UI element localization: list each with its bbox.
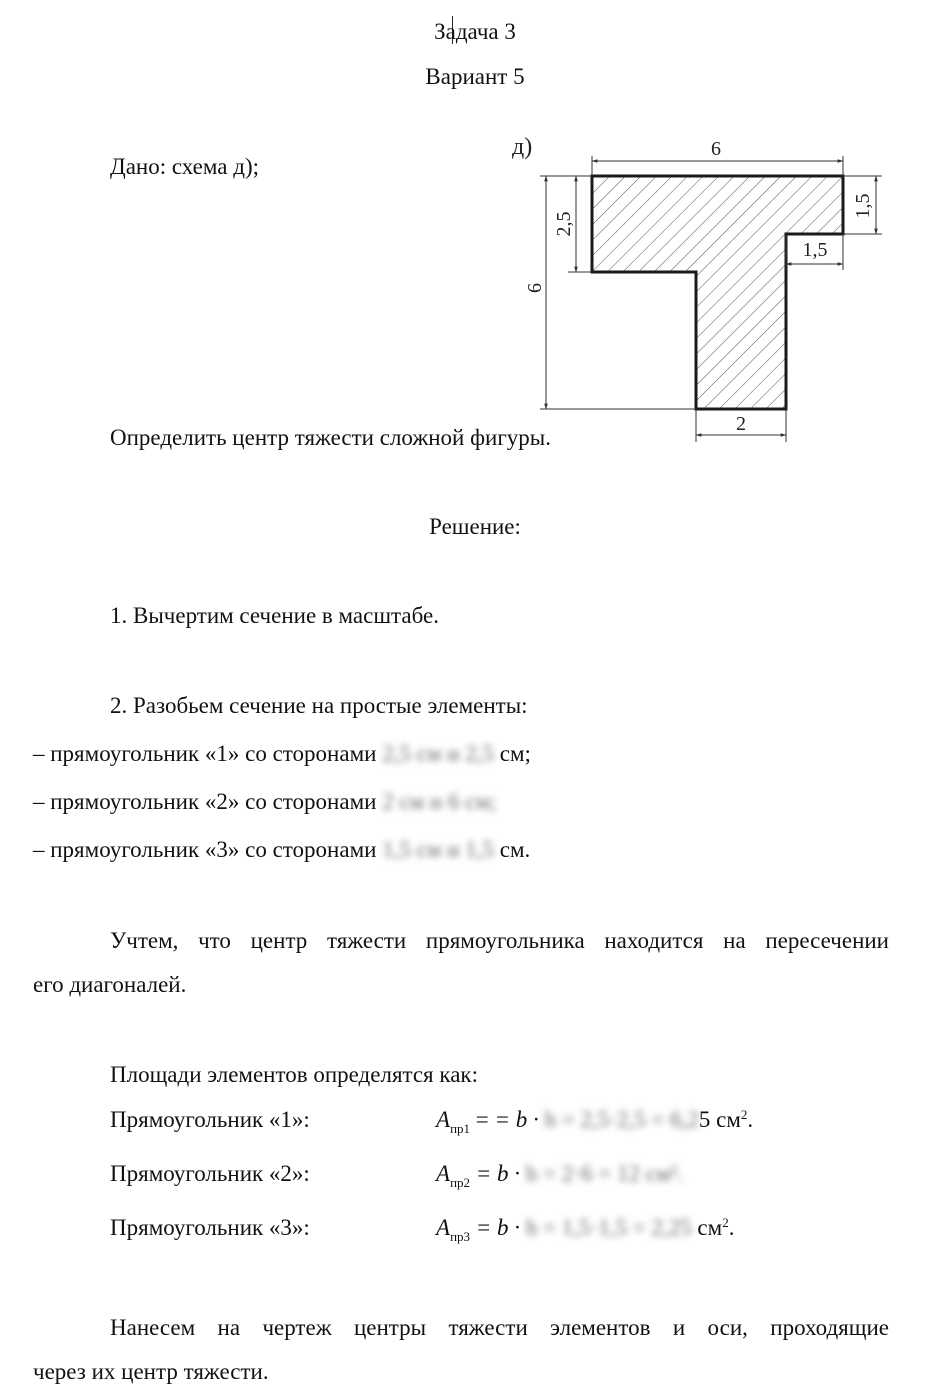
dim-left-upper-height: 2,5 [553,211,575,237]
final-line-2: через их центр тяжести. [33,1359,269,1384]
rect-2-line [33,790,496,813]
rect-1-hidden: 2,5 см и 2,5 [382,741,495,766]
dim-total-height: 6 [524,283,546,293]
area-row-1-formula: $A_{пр1}$ = = b · h = 2,5·2,5 = 6,25 $см^2$. [436,1107,754,1136]
area-row-2-hidden: h = 2·6 = 12 см². [525,1161,684,1186]
area-row-3-formula: $A_{пр3} = b \cdot h = 1,5\cdot 1,5 = 2,25$ $см^2$. [436,1215,735,1244]
dim-right-upper-height: 1,5 [852,193,874,219]
rect-2-prefix: – прямоугольник «2» со сторонами [33,789,377,814]
dim-right-step-width: 1,5 [802,239,828,261]
step-1: 1. Вычертим сечение в масштабе. [110,603,439,628]
section-diagram [500,130,890,450]
task-text: Определить центр тяжести сложной фигуры. [110,425,551,450]
given-text: Дано: схема д); [110,154,259,179]
area-row-2-formula: $A_{пр2} = b \cdot h = 2\cdot 6 = 12$ см². [436,1161,684,1190]
note-line-1: Учтем, что центр тяжести прямоугольника находится на пересечении [110,928,889,953]
rect-1-suffix: см; [499,741,531,766]
solution-heading: Решение: [429,514,521,539]
task-title: Задача 3 [434,19,516,44]
rect-2-hidden: 2 см и 6 см; [382,789,497,814]
rect-1-prefix: – прямоугольник «1» со сторонами [33,741,377,766]
final-line-1: Нанесем на чертеж центры тяжести элементов и оси, проходящие [110,1315,889,1340]
rect-3-hidden: 1,5 см и 1,5 [382,837,495,862]
area-row-1-label: Прямоугольник «1»: [110,1107,310,1132]
scheme-label: д) [512,134,533,160]
rect-3-line [33,838,530,861]
rect-1-line [33,742,531,765]
dim-bottom-width: 2 [736,413,746,435]
note-line-2: его диагоналей. [33,972,187,997]
rect-3-prefix: – прямоугольник «3» со сторонами [33,837,377,862]
area-row-3-hidden: h = 1,5·1,5 = 2,25 [525,1215,692,1240]
area-row-2-label: Прямоугольник «2»: [110,1161,310,1186]
area-row-1-hidden: h = 2,5·2,5 = 6,2 [544,1107,699,1132]
variant-title: Вариант 5 [425,64,525,89]
dim-top-width: 6 [711,138,721,160]
t-shape [592,176,843,409]
areas-intro: Площади элементов определятся как: [110,1062,478,1087]
rect-3-suffix: см. [499,837,531,862]
step-2: 2. Разобьем сечение на простые элементы: [110,693,528,718]
area-row-3-label: Прямоугольник «3»: [110,1215,310,1240]
